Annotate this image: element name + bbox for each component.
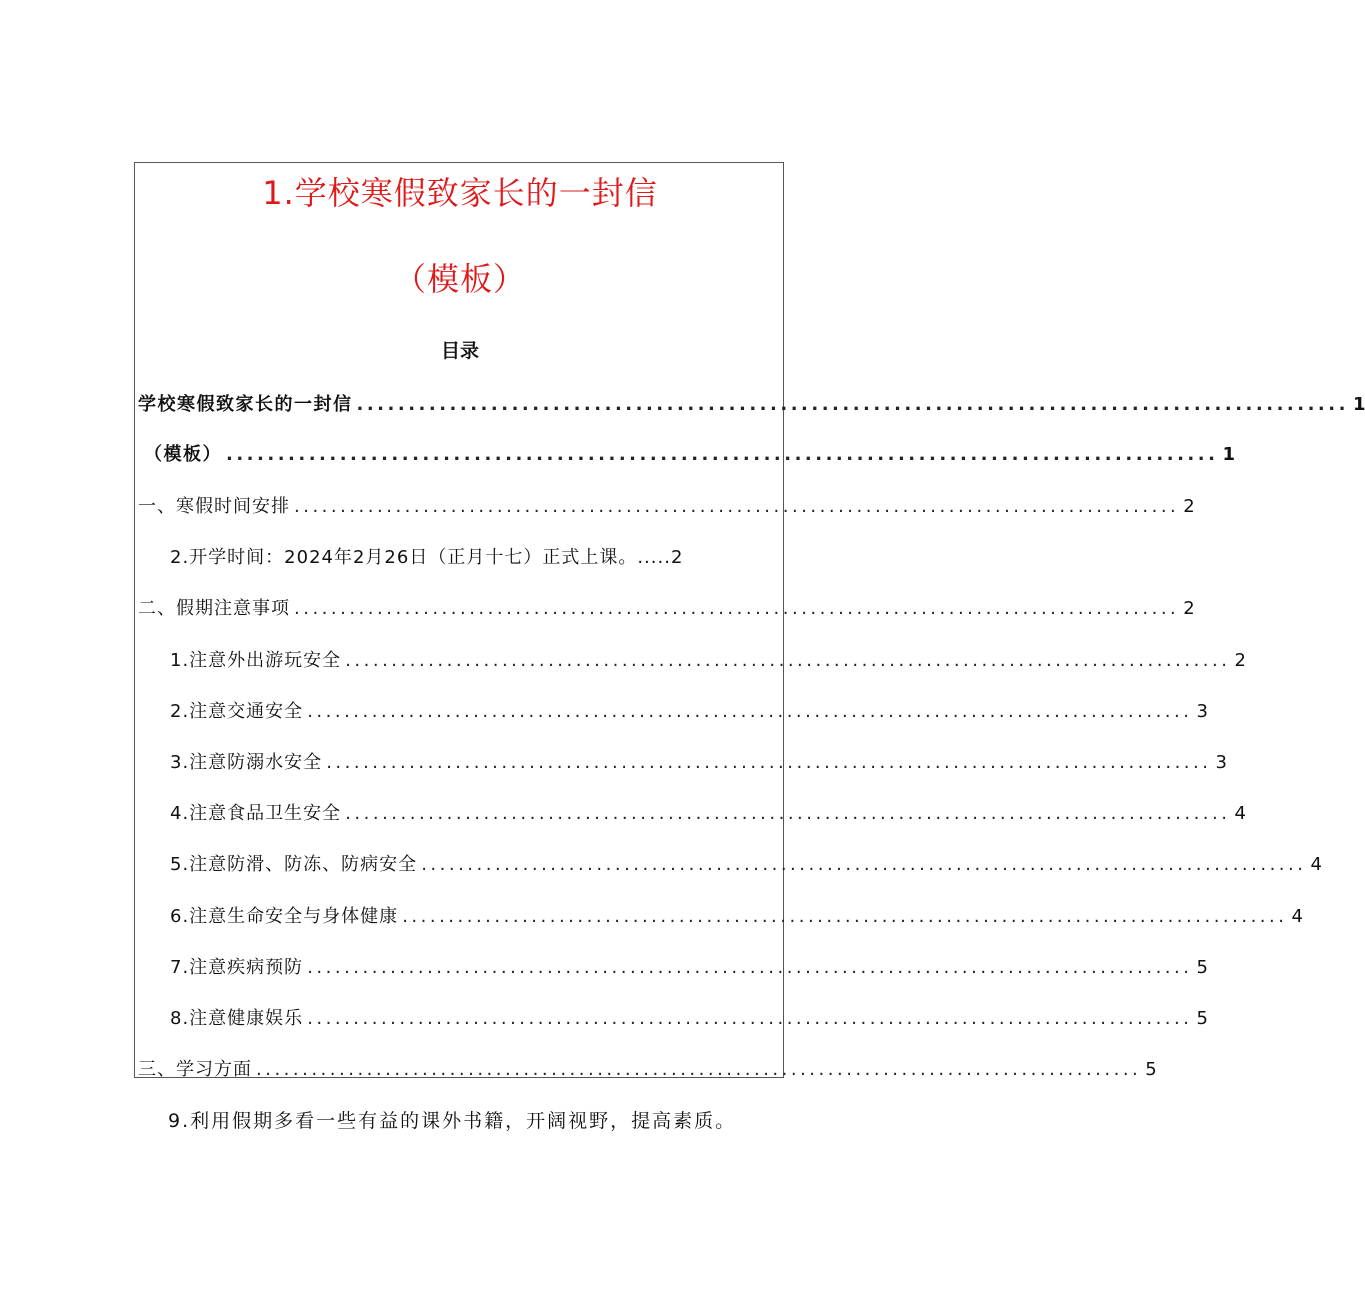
toc-leader-dots: ................................................................................................ xyxy=(402,906,1288,927)
toc-entry-label: 学校寒假致家长的一封信 xyxy=(138,394,353,415)
toc-leader-dots: ................................................................................................ xyxy=(307,701,1193,722)
toc-entry-item-5[interactable] xyxy=(170,850,1322,875)
toc-entry-item-4[interactable] xyxy=(170,799,1246,824)
toc-entry-label: 5.注意防滑、防冻、防病安全 xyxy=(170,854,418,875)
toc-entry-page: 1 xyxy=(1222,444,1235,465)
toc-entry-label: 4.注意食品卫生安全 xyxy=(170,803,342,824)
body-paragraph: 9.利用假期多看一些有益的课外书籍，开阔视野，提高素质。 xyxy=(168,1110,737,1132)
toc-entry-page: 5 xyxy=(1145,1059,1157,1080)
toc-leader-dots: ................................................................................................ xyxy=(421,854,1307,875)
toc-entry-page: 2 xyxy=(1234,650,1246,671)
toc-entry-label: 6.注意生命安全与身体健康 xyxy=(170,906,399,927)
toc-entry-school-start[interactable] xyxy=(170,543,774,567)
toc-leader-dots: ................................................................................................ xyxy=(356,394,1349,415)
toc-entry-study[interactable] xyxy=(138,1055,1157,1080)
toc-entry-item-7[interactable] xyxy=(170,953,1208,978)
toc-entry-template[interactable] xyxy=(144,440,1235,465)
toc-entry-label: 1.注意外出游玩安全 xyxy=(170,650,342,671)
toc-entry-item-8[interactable] xyxy=(170,1004,1208,1029)
toc-entry-schedule[interactable] xyxy=(138,492,1195,517)
toc-entry-label: （模板） xyxy=(144,444,222,465)
toc-entry-item-1[interactable] xyxy=(170,646,1246,671)
toc-entry-page: 2 xyxy=(1183,598,1195,619)
toc-leader-dots: ................................................................................................ xyxy=(307,957,1193,978)
toc-leader-dots: ................................................................................................ xyxy=(345,803,1231,824)
toc-entry-label: 三、学习方面 xyxy=(138,1059,252,1080)
toc-entry-item-2[interactable] xyxy=(170,697,1208,722)
toc-entry-label: 7.注意疾病预防 xyxy=(170,957,304,978)
toc-entry-page: 4 xyxy=(1310,854,1322,875)
toc-entry-page: 4 xyxy=(1291,906,1303,927)
toc-entry-label: 一、寒假时间安排 xyxy=(138,496,290,517)
toc-heading: 目录 xyxy=(440,340,479,362)
toc-leader-dots: ................................................................................................ xyxy=(256,1059,1142,1080)
toc-leader-dots: ................................................................................................ xyxy=(226,444,1219,465)
toc-leader-dots: ................................................................................................ xyxy=(326,752,1212,773)
toc-entry-label: 8.注意健康娱乐 xyxy=(170,1008,304,1029)
toc-entry-label: 2.注意交通安全 xyxy=(170,701,304,722)
toc-entry-label: 二、假期注意事项 xyxy=(138,598,290,619)
toc-entry-page: 5 xyxy=(1196,1008,1208,1029)
toc-entry-page: 1 xyxy=(1352,394,1365,415)
toc-leader-dots: ................................................................................................ xyxy=(345,650,1231,671)
toc-entry-page: 4 xyxy=(1234,803,1246,824)
toc-entry-label: 3.注意防溺水安全 xyxy=(170,752,323,773)
toc-leader-dots: ................................................................................................ xyxy=(294,496,1180,517)
toc-entry-precautions[interactable] xyxy=(138,594,1195,619)
toc-entry-label: 2.开学时间：2024年2月26日（正月十七）正式上课。.....2 xyxy=(170,547,684,568)
toc-entry-item-3[interactable] xyxy=(170,748,1227,773)
toc-entry-item-6[interactable] xyxy=(170,902,1303,927)
toc-entry-page: 2 xyxy=(1183,496,1195,517)
toc-leader-dots: ................................................................................................ xyxy=(294,598,1180,619)
document-title: 1.学校寒假致家长的一封信 xyxy=(262,174,658,212)
document-subtitle: （模板） xyxy=(393,260,526,298)
toc-leader-dots: ................................................................................................ xyxy=(307,1008,1193,1029)
toc-entry-page: 3 xyxy=(1215,752,1227,773)
toc-entry-page: 5 xyxy=(1196,957,1208,978)
toc-entry-page: 3 xyxy=(1196,701,1208,722)
toc-entry-letter[interactable] xyxy=(138,390,1365,415)
